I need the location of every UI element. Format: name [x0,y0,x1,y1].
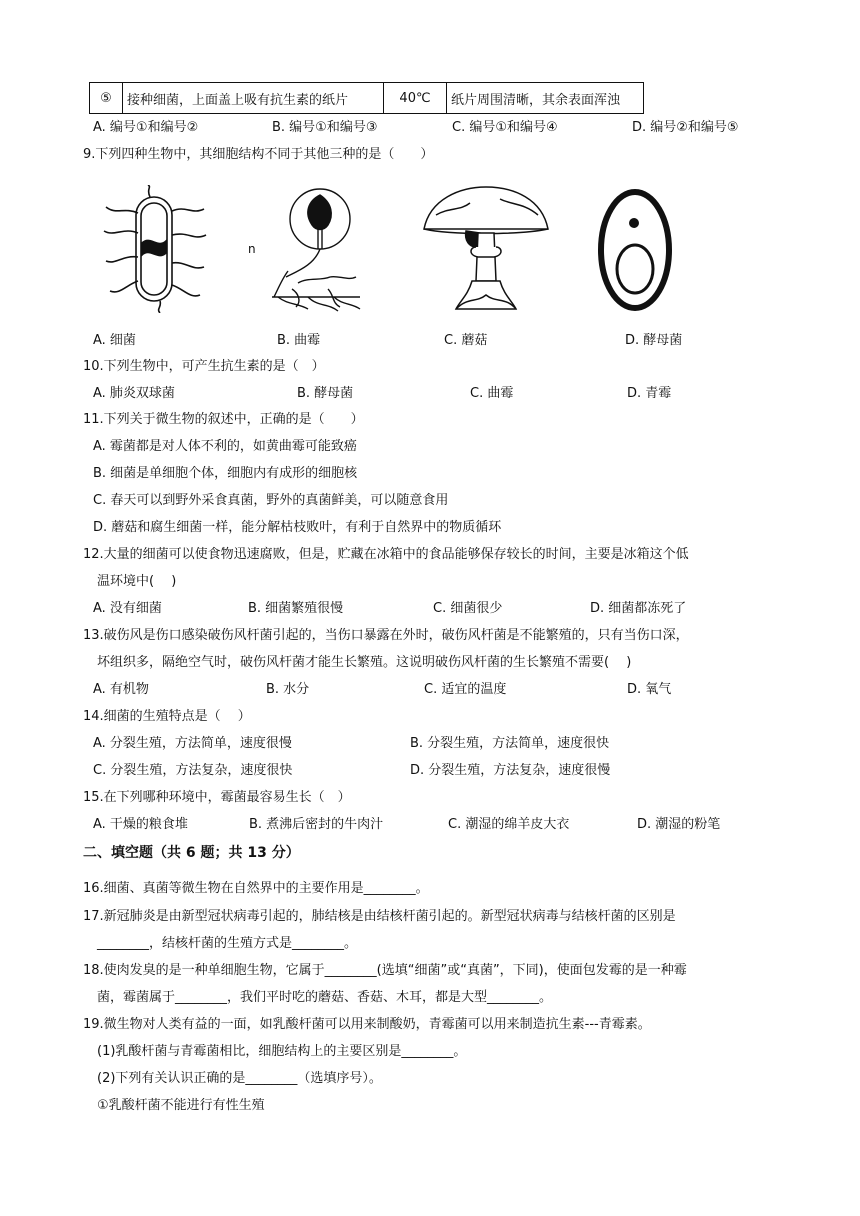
q10-option-c: C. 曲霉 [470,386,514,401]
table-cell-result: 纸片周围清晰，其余表面浑浊 [447,83,644,114]
q13-option-d: D. 氧气 [627,682,672,697]
q8-option-b: B. 编号①和编号③ [272,120,378,135]
table-row [90,83,644,114]
q8-option-a: A. 编号①和编号② [93,120,199,135]
q11-option-b: B. 细菌是单细胞个体，细胞内有成形的细胞核 [93,466,358,481]
q15-option-c: C. 潮湿的绵羊皮大衣 [448,817,570,832]
aspergillus-icon [268,185,364,315]
q13-stem-line2: 坏组织多，隔绝空气时，破伤风杆菌才能生长繁殖。这说明破伤风杆菌的生长繁殖不需要( ) [97,655,632,670]
q9-stem: 9.下列四种生物中，其细胞结构不同于其他三种的是（ ） [83,147,434,162]
q10-option-d: D. 青霉 [627,386,672,401]
mushroom-icon [420,185,552,315]
q11-stem: 11.下列关于微生物的叙述中，正确的是（ ） [83,412,364,427]
q14-option-a: A. 分裂生殖，方法简单，速度很慢 [93,736,292,751]
q16-text: 16.细菌、真菌等微生物在自然界中的主要作用是________。 [83,881,429,896]
q8-option-c: C. 编号①和编号④ [452,120,558,135]
q12-stem-line1: 12.大量的细菌可以使食物迅速腐败，但是，贮藏在冰箱中的食品能够保存较长的时间，主要是冰箱这个低 [83,547,689,562]
q17-line2: ________，结核杆菌的生殖方式是________。 [97,936,358,951]
q17-line1: 17.新冠肺炎是由新型冠状病毒引起的，肺结核是由结核杆菌引起的。新型冠状病毒与结核杆菌的区别是 [83,909,676,924]
q15-option-d: D. 潮湿的粉笔 [637,817,721,832]
q15-option-a: A. 干燥的粮食堆 [93,817,188,832]
q14-option-d: D. 分裂生殖，方法复杂，速度很慢 [410,763,611,778]
q19-sub1: (1)乳酸杆菌与青霉菌相比，细胞结构上的主要区别是________。 [97,1044,467,1059]
q19-statement-1: ①乳酸杆菌不能进行有性生殖 [97,1098,265,1113]
q13-option-c: C. 适宜的温度 [424,682,507,697]
q9-option-c: C. 蘑菇 [444,333,488,348]
q14-option-b: B. 分裂生殖，方法简单，速度很快 [410,736,610,751]
q19-sub2: (2)下列有关认识正确的是________（选填序号）。 [97,1071,382,1086]
q18-line2: 菌，霉菌属于________，我们平时吃的蘑菇、香菇、木耳，都是大型________。 [97,990,553,1005]
q14-option-c: C. 分裂生殖，方法复杂，速度很快 [93,763,293,778]
q9-option-a: A. 细菌 [93,333,136,348]
q12-option-a: A. 没有细菌 [93,601,162,616]
table-cell-temperature: 40℃ [384,83,447,114]
q15-option-b: B. 煮沸后密封的牛肉汁 [249,817,384,832]
bacterium-icon [100,185,210,313]
q12-option-d: D. 细菌都冻死了 [590,601,687,616]
q13-stem-line1: 13.破伤风是伤口感染破伤风杆菌引起的，当伤口暴露在外时，破伤风杆菌是不能繁殖的，只有当伤口深， [83,628,689,643]
table-cell-number: ⑤ [90,83,123,114]
q10-option-a: A. 肺炎双球菌 [93,386,175,401]
q18-line1: 18.使肉发臭的是一种单细胞生物，它属于________(选填“细菌”或“真菌”，下同)，使面包发霉的是一种霉 [83,963,687,978]
experiment-table [89,82,644,114]
q15-stem: 15.在下列哪种环境中，霉菌最容易生长（ ） [83,790,351,805]
q10-stem: 10.下列生物中，可产生抗生素的是（ ） [83,359,325,374]
section-heading: 二、填空题（共 6 题；共 13 分） [83,845,300,861]
stray-mark: n [248,242,256,256]
q9-option-b: B. 曲霉 [277,333,321,348]
q13-option-a: A. 有机物 [93,682,149,697]
q13-option-b: B. 水分 [266,682,310,697]
q12-option-b: B. 细菌繁殖很慢 [248,601,344,616]
table-cell-treatment: 接种细菌，上面盖上吸有抗生素的纸片 [123,83,384,114]
q9-option-d: D. 酵母菌 [625,333,683,348]
q14-stem: 14.细菌的生殖特点是（ ） [83,709,251,724]
q11-option-d: D. 蘑菇和腐生细菌一样，能分解枯枝败叶，有利于自然界中的物质循环 [93,520,502,535]
q8-option-d: D. 编号②和编号⑤ [632,120,739,135]
q12-stem-line2: 温环境中( ) [97,574,177,589]
q10-option-b: B. 酵母菌 [297,386,354,401]
q19-stem: 19.微生物对人类有益的一面，如乳酸杆菌可以用来制酸奶，青霉菌可以用来制造抗生素---青霉素。 [83,1017,651,1032]
yeast-icon [596,187,674,313]
q11-option-c: C. 春天可以到野外采食真菌，野外的真菌鲜美，可以随意食用 [93,493,449,508]
q12-option-c: C. 细菌很少 [433,601,503,616]
q11-option-a: A. 霉菌都是对人体不利的，如黄曲霉可能致癌 [93,439,357,454]
